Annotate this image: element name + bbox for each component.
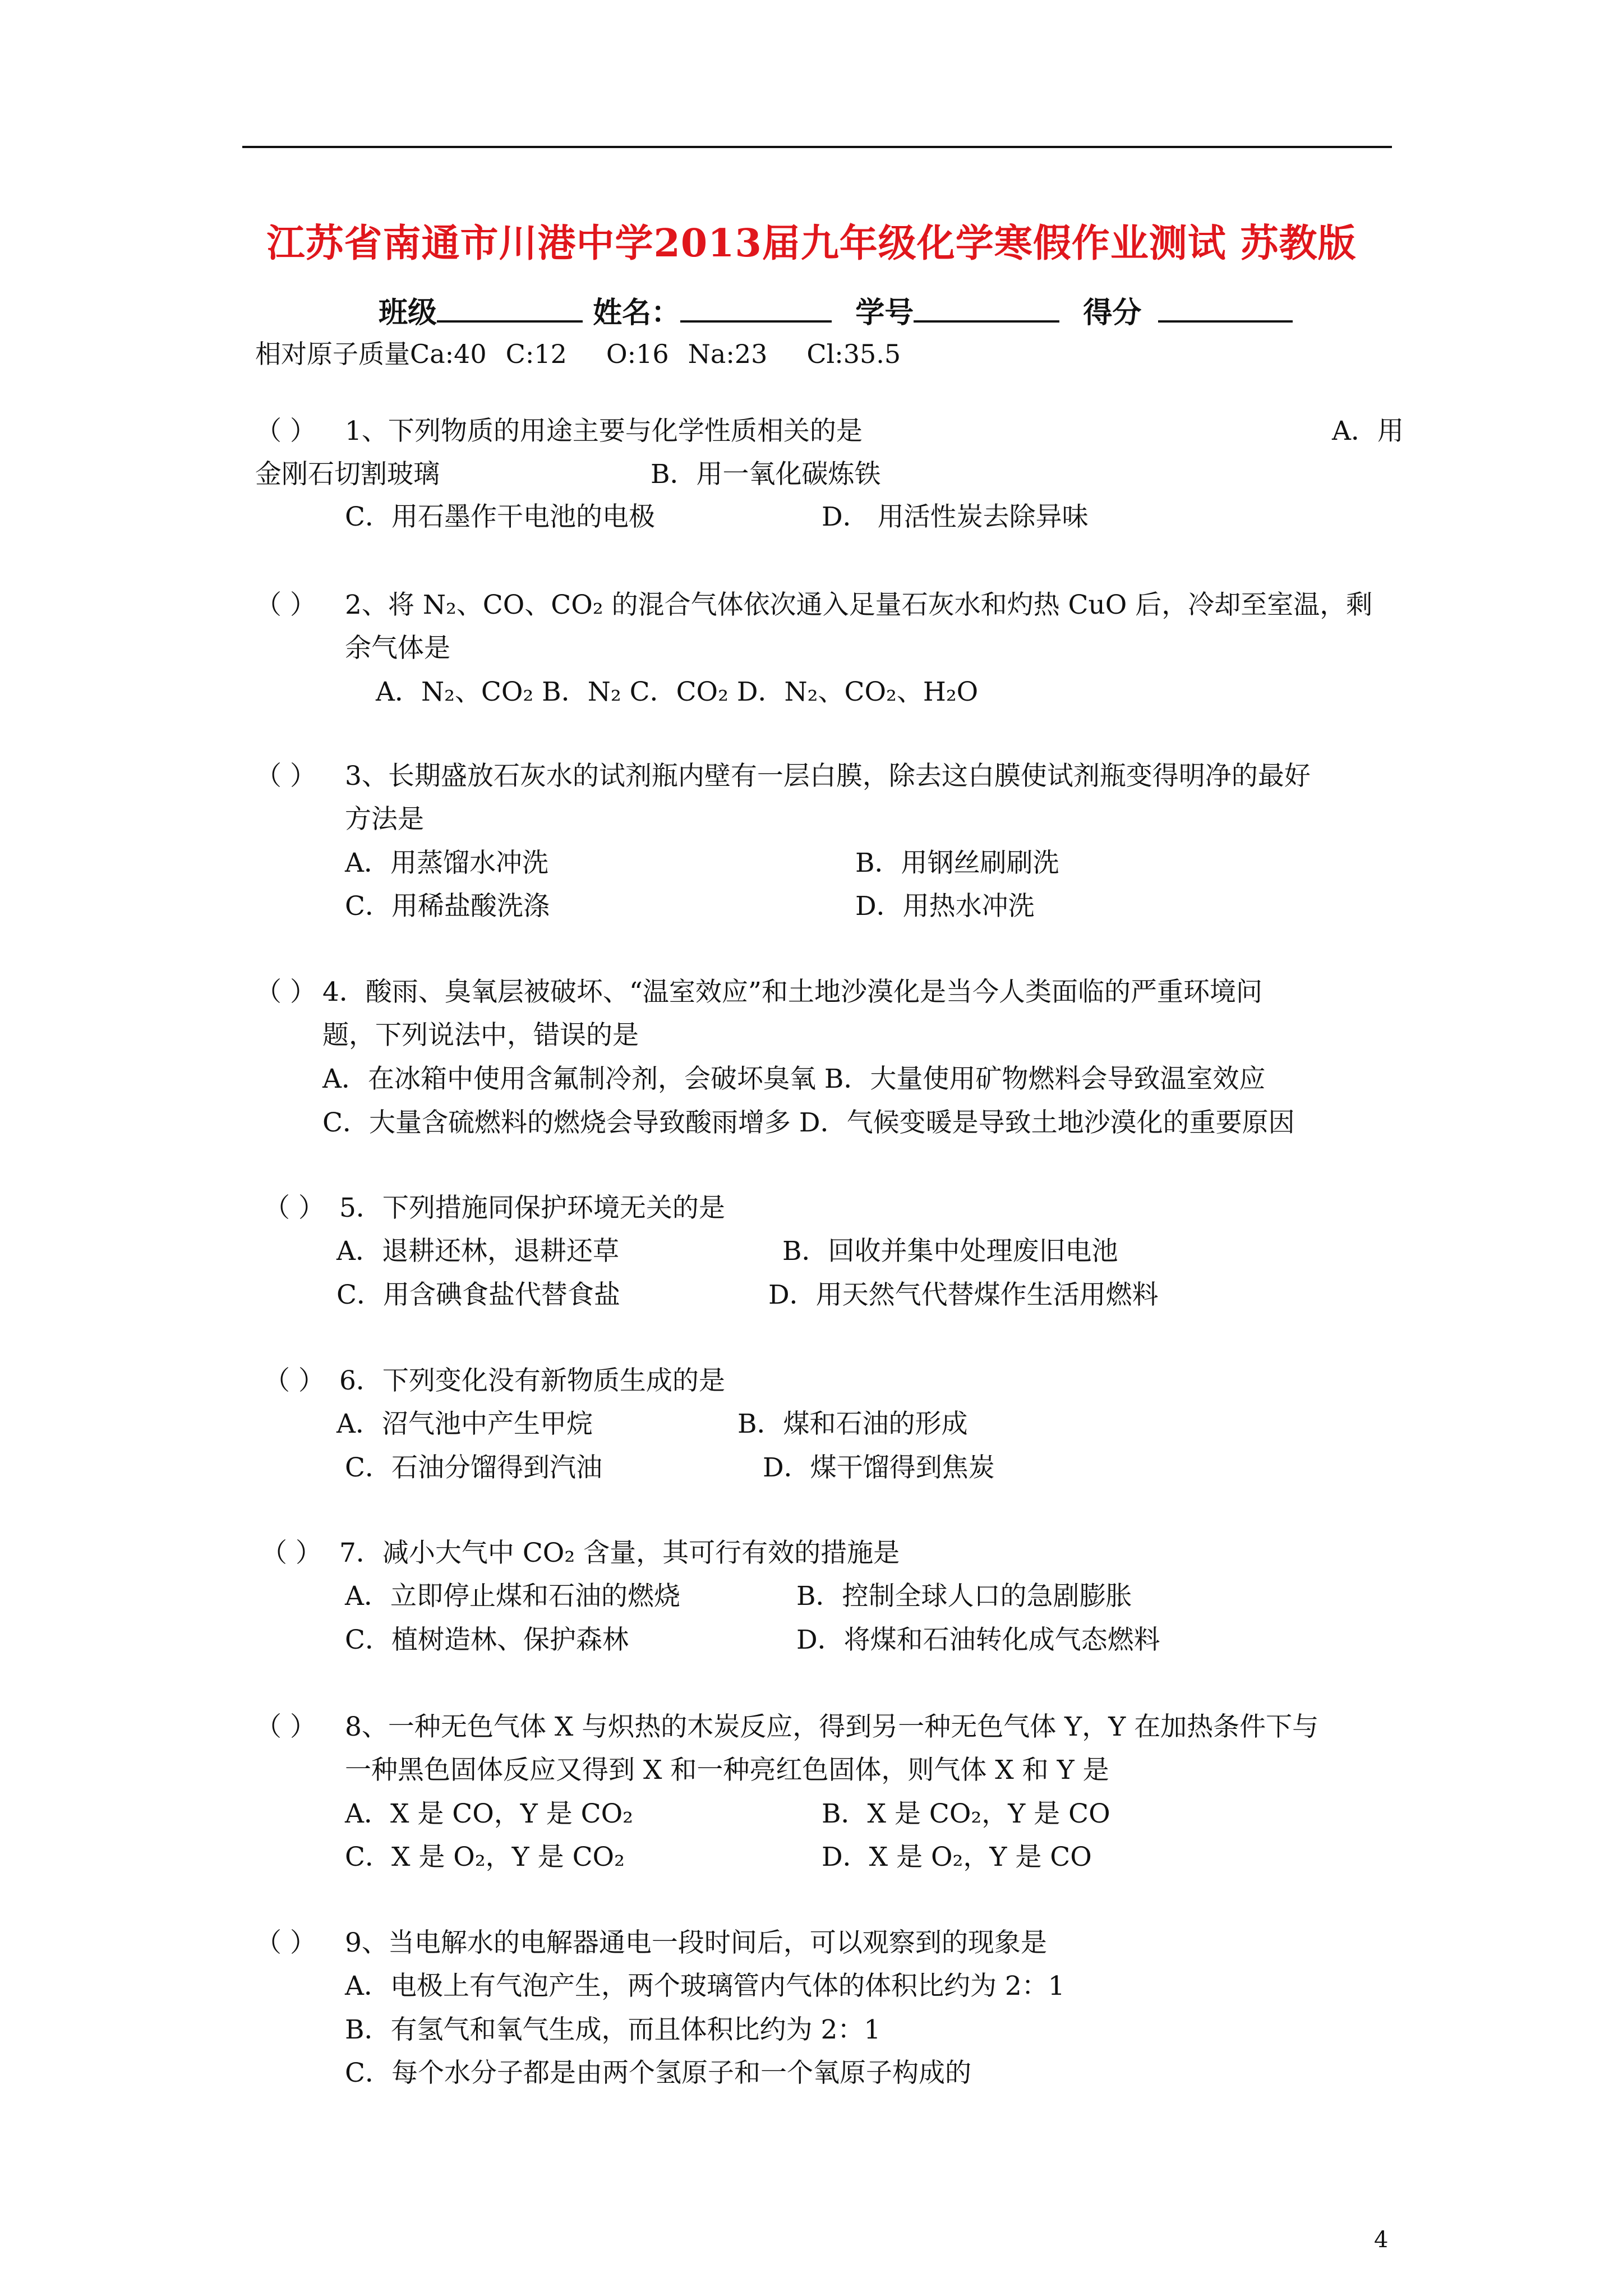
name-blank[interactable] (680, 296, 832, 323)
q4-stem-line (255, 979, 1262, 1005)
atomic-mass-na: Na:23 (688, 339, 768, 369)
score-label: 得分 (1083, 296, 1142, 330)
q7-stem-line (261, 1540, 900, 1566)
q4-options-ab: A．在冰箱中使用含氟制冷剂，会破坏臭氧 B．大量使用矿物燃料会导致温室效应 (322, 1064, 1266, 1094)
atomic-mass-label: 相对原子质量 (255, 339, 410, 369)
q8-option-c: C．X 是 O₂，Y 是 CO₂ (345, 1842, 625, 1872)
q3-option-c: C．用稀盐酸洗涤 (345, 891, 550, 922)
q2-stem: 2、将 N₂、CO、CO₂ 的混合气体依次通入足量石灰水和灼热 CuO 后，冷却至室温，剩 (345, 590, 1373, 620)
q8-stem-cont: 一种黑色固体反应又得到 X 和一种亮红色固体，则气体 X 和 Y 是 (345, 1755, 1109, 1786)
student-id-label: 学号 (855, 296, 914, 330)
q1-stem: 1、下列物质的用途主要与化学性质相关的是 (345, 416, 863, 447)
answer-paren[interactable]: （ ） (255, 761, 316, 792)
q7-stem: 7．减小大气中 CO₂ 含量，其可行有效的措施是 (339, 1538, 900, 1568)
q7-option-c: C．植树造林、保护森林 (345, 1625, 629, 1655)
q2-options: A．N₂、CO₂ B．N₂ C．CO₂ D．N₂、CO₂、H₂O (376, 677, 979, 707)
answer-paren[interactable]: （ ） (261, 1538, 322, 1568)
q9-option-c: C．每个水分子都是由两个氢原子和一个氧原子构成的 (345, 2058, 971, 2088)
header-rule (242, 146, 1392, 148)
q5-option-a: A．退耕还林，退耕还草 (336, 1236, 619, 1267)
q7-option-d: D．将煤和石油转化成气态燃料 (796, 1625, 1160, 1655)
q9-stem: 9、当电解水的电解器通电一段时间后，可以观察到的现象是 (345, 1927, 1047, 1958)
page-number: 4 (1374, 2227, 1389, 2253)
q5-option-b: B．回收并集中处理废旧电池 (782, 1236, 1118, 1267)
q8-option-b: B．X 是 CO₂，Y 是 CO (822, 1798, 1110, 1829)
q2-stem-line (255, 592, 1372, 618)
q4-stem-cont: 题，下列说法中，错误的是 (322, 1020, 639, 1051)
q2-stem-cont: 余气体是 (345, 633, 450, 664)
score-blank[interactable] (1158, 296, 1293, 323)
atomic-mass-ca: Ca:40 (410, 339, 487, 369)
answer-paren[interactable]: （ ） (255, 1927, 316, 1958)
atomic-mass-cl: Cl:35.5 (806, 339, 901, 369)
q7-option-b: B．控制全球人口的急剧膨胀 (796, 1581, 1132, 1612)
q8-stem: 8、一种无色气体 X 与炽热的木炭反应，得到另一种无色气体 Y，Y 在加热条件下与 (345, 1711, 1319, 1742)
q5-stem: 5．下列措施同保护环境无关的是 (339, 1193, 725, 1223)
q9-option-b: B．有氢气和氧气生成，而且体积比约为 2：1 (345, 2014, 881, 2045)
q7-option-a: A．立即停止煤和石油的燃烧 (345, 1581, 680, 1612)
q6-option-a: A．沼气池中产生甲烷 (336, 1409, 593, 1439)
q1-option-a-head: A．用 (1332, 416, 1404, 447)
q4-stem: 4．酸雨、臭氧层被破坏、“温室效应”和土地沙漠化是当今人类面临的严重环境问 (322, 977, 1262, 1007)
q9-option-a: A．电极上有气泡产生，两个玻璃管内气体的体积比约为 2：1 (345, 1971, 1065, 2001)
q1-option-b: B．用一氧化碳炼铁 (651, 459, 881, 490)
atomic-mass-line (255, 334, 920, 371)
class-blank[interactable] (437, 296, 583, 323)
student-info-line (379, 289, 1293, 331)
q5-option-d: D．用天然气代替煤作生活用燃料 (768, 1280, 1159, 1310)
q1-option-c: C．用石墨作干电池的电极 (345, 501, 655, 532)
q8-stem-line (255, 1711, 1319, 1742)
atomic-mass-c: C:12 (505, 339, 567, 369)
atomic-mass-o: O:16 (606, 339, 669, 369)
q4-options-cd: C．大量含硫燃料的燃烧会导致酸雨增多 D．气候变暖是导致土地沙漠化的重要原因 (322, 1107, 1295, 1138)
class-label: 班级 (379, 296, 437, 330)
q3-option-d: D．用热水冲洗 (855, 891, 1035, 922)
q5-stem-line (264, 1195, 725, 1221)
q9-stem-line (255, 1927, 1047, 1958)
answer-paren[interactable]: （ ） (255, 590, 316, 620)
answer-paren[interactable]: （ ） (255, 977, 316, 1007)
answer-paren[interactable]: （ ） (264, 1365, 325, 1396)
q1-option-a-tail: 金刚石切割玻璃 (255, 459, 440, 490)
document-title: 江苏省南通市川港中学2013届九年级化学寒假作业测试 苏教版 (266, 221, 1357, 266)
student-id-blank[interactable] (914, 296, 1059, 323)
q3-option-a: A．用蒸馏水冲洗 (345, 848, 548, 878)
q6-option-d: D．煤干馏得到焦炭 (763, 1452, 995, 1483)
q3-option-b: B．用钢丝刷刷洗 (855, 848, 1059, 878)
q3-stem: 3、长期盛放石灰水的试剂瓶内壁有一层白膜，除去这白膜使试剂瓶变得明净的最好 (345, 761, 1311, 792)
q3-stem-cont: 方法是 (345, 804, 424, 835)
q6-option-c: C．石油分馏得到汽油 (345, 1452, 602, 1483)
q8-option-d: D．X 是 O₂，Y 是 CO (822, 1842, 1092, 1872)
q6-option-b: B．煤和石油的形成 (737, 1409, 968, 1439)
q8-option-a: A．X 是 CO，Y 是 CO₂ (345, 1798, 634, 1829)
q6-stem-line (264, 1365, 725, 1396)
q6-stem: 6．下列变化没有新物质生成的是 (339, 1365, 725, 1396)
name-label: 姓名： (593, 296, 681, 330)
q5-option-c: C．用含碘食盐代替食盐 (336, 1280, 620, 1310)
q3-stem-line (255, 761, 1311, 792)
answer-paren[interactable]: （ ） (255, 1711, 316, 1742)
answer-paren[interactable]: （ ） (264, 1193, 325, 1223)
q1-stem-line (255, 416, 863, 447)
q1-option-d: D． 用活性炭去除异味 (822, 501, 1089, 532)
answer-paren[interactable]: （ ） (255, 416, 316, 447)
